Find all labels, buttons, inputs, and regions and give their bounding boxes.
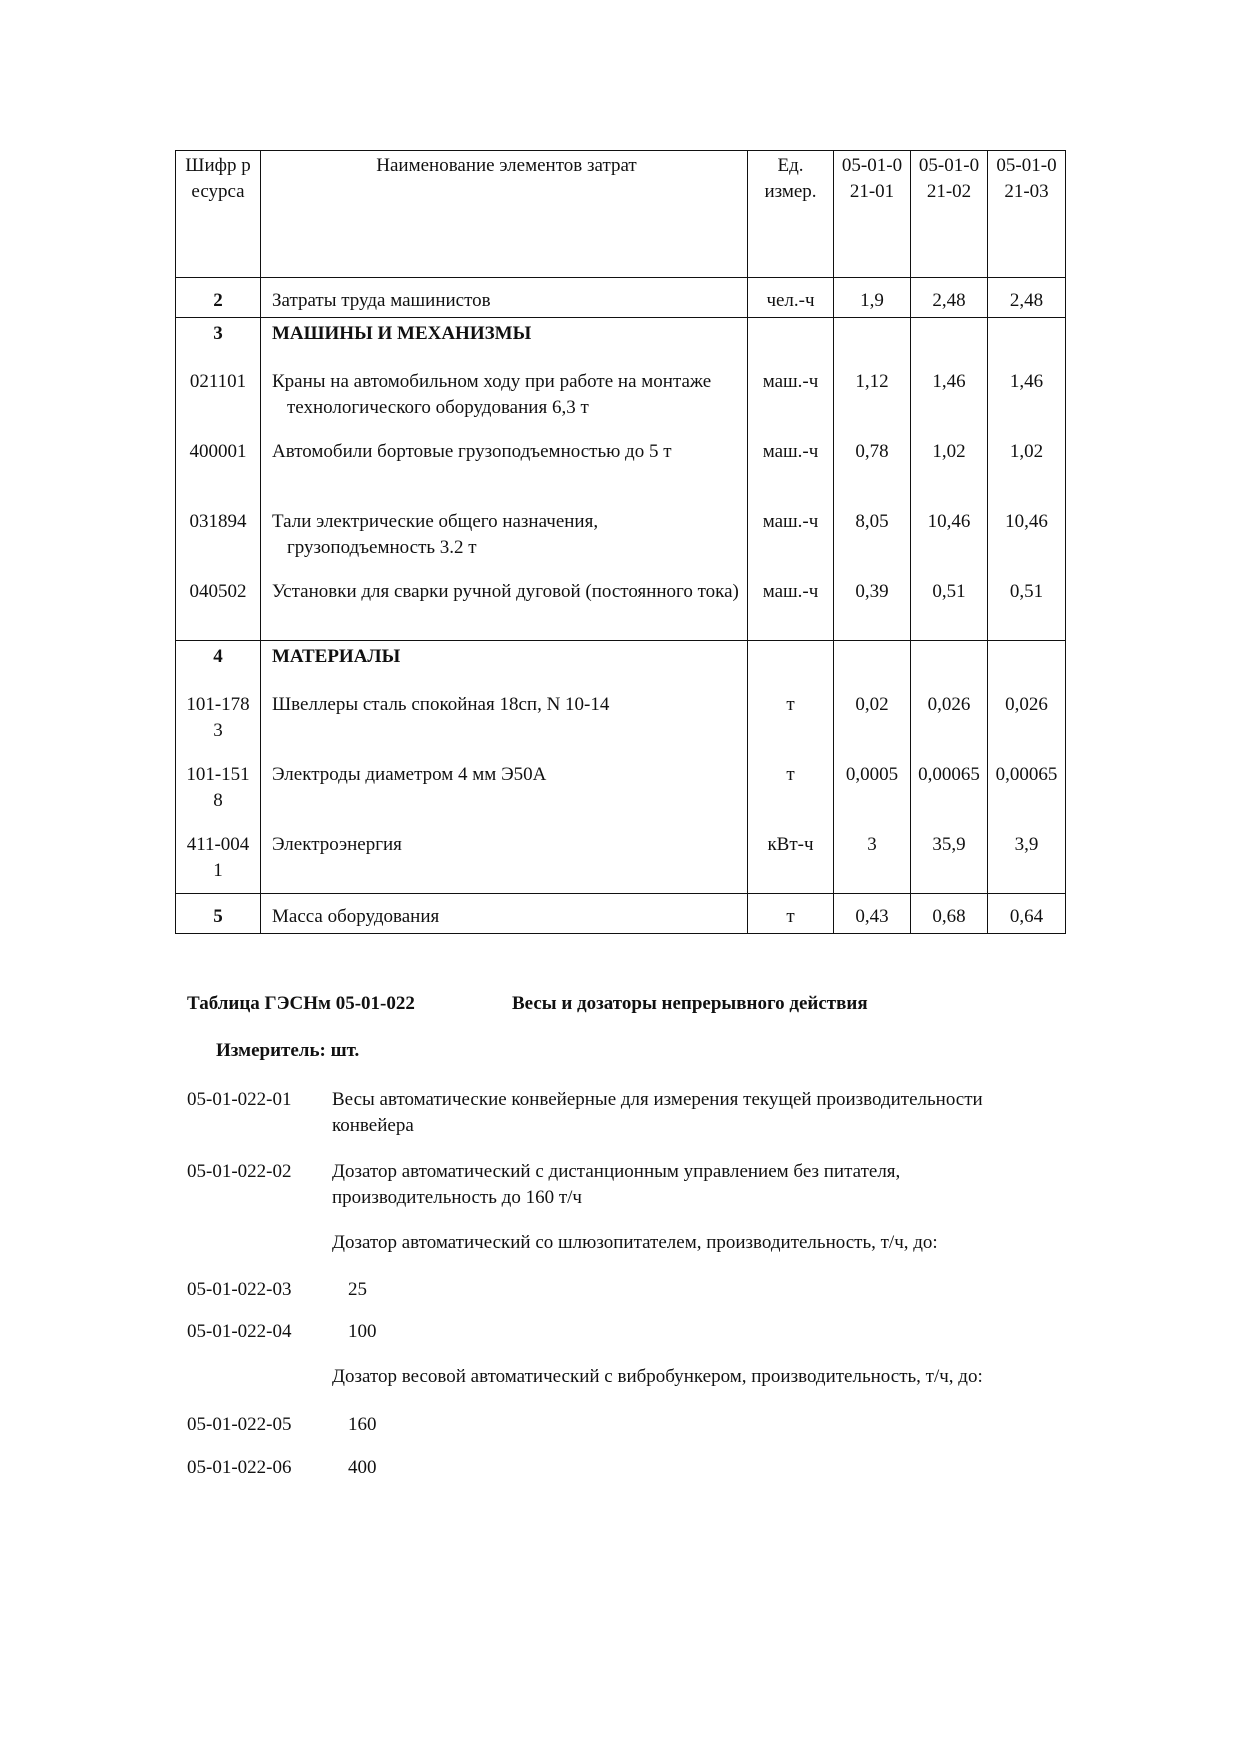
row-code: 021101 [176,358,261,428]
row-name: Электроэнергия [272,833,402,855]
section-header-row [176,641,1066,681]
table-row [176,894,1066,934]
row-name: Краны на автомобильном ходу при работе на монтаже технологического оборудования 6,3 т [272,370,712,418]
row-value-3: 0,51 [988,568,1066,641]
row-value-1: 1,9 [834,278,911,318]
row-value-2: 0,026 [911,681,988,751]
list-code: 05-01-022-03 [187,1279,292,1300]
row-value-1: 8,05 [834,498,911,568]
header-code: Шифр ресурса [176,151,261,278]
list-code: 05-01-022-04 [187,1321,292,1342]
list-code: 05-01-022-06 [187,1457,292,1478]
table-header-row [176,151,1066,278]
row-name: Автомобили бортовые грузоподъемностью до 5 т [272,440,672,462]
row-value-3: 0,00065 [988,751,1066,821]
row-code: 411-0041 [176,821,261,894]
list-text: Дозатор автоматический с дистанционным управлением без питателя, производительность до 160 т/ч [332,1161,901,1208]
table-row [176,751,1066,821]
table-row [176,568,1066,641]
row-unit: маш.-ч [748,568,834,641]
row-name: Тали электрические общего назначения, грузоподъемность 3.2 т [272,510,599,558]
row-value-3: 3,9 [988,821,1066,894]
row-name: Затраты труда машинистов [261,278,748,318]
row-code: 400001 [176,428,261,498]
row-value-3: 0,026 [988,681,1066,751]
row-value-3: 1,46 [988,358,1066,428]
list-subheading: Дозатор весовой автоматический с вибробункером, производительность, т/ч, до: [332,1366,983,1387]
row-value-1: 0,0005 [834,751,911,821]
table-row [176,498,1066,568]
row-code: 101-1783 [176,681,261,751]
section-code: 4 [176,641,261,681]
row-code: 2 [176,278,261,318]
row-value-1: 0,78 [834,428,911,498]
row-code: 040502 [176,568,261,641]
table-row [176,821,1066,894]
table-caption [187,993,868,1015]
list-value: 400 [348,1457,377,1478]
section-code: 3 [176,318,261,358]
row-value-2: 2,48 [911,278,988,318]
row-value-2: 1,02 [911,428,988,498]
row-value-2: 35,9 [911,821,988,894]
header-name: Наименование элементов затрат [261,151,748,278]
table-id: Таблица ГЭСНм 05-01-022 [187,993,415,1014]
row-code: 5 [176,894,261,934]
row-value-1: 0,02 [834,681,911,751]
row-name: Масса оборудования [261,894,748,934]
row-unit: маш.-ч [748,498,834,568]
list-code: 05-01-022-02 [187,1161,292,1182]
row-value-3: 2,48 [988,278,1066,318]
row-value-1: 1,12 [834,358,911,428]
list-value: 25 [348,1279,367,1300]
list-subheading: Дозатор автоматический со шлюзопитателем, производительность, т/ч, до: [332,1232,938,1253]
list-code: 05-01-022-05 [187,1414,292,1435]
measure-unit: Измеритель: шт. [216,1040,360,1061]
row-unit: маш.-ч [748,358,834,428]
row-unit: т [748,751,834,821]
row-value-3: 0,64 [988,894,1066,934]
header-unit: Ед. измер. [748,151,834,278]
section-header-row [176,318,1066,358]
row-unit: т [748,681,834,751]
row-value-3: 1,02 [988,428,1066,498]
row-name: Электроды диаметром 4 мм Э50А [272,763,547,785]
table-row [176,428,1066,498]
row-value-2: 1,46 [911,358,988,428]
table-row [176,278,1066,318]
row-unit: маш.-ч [748,428,834,498]
header-col-2: 05-01-021-02 [911,151,988,278]
row-code: 031894 [176,498,261,568]
list-text: Весы автоматические конвейерные для измерения текущей производительности конвейера [332,1089,983,1136]
row-name: Швеллеры сталь спокойная 18сп, N 10-14 [272,693,610,715]
row-value-1: 0,43 [834,894,911,934]
row-value-1: 0,39 [834,568,911,641]
row-value-2: 0,51 [911,568,988,641]
list-value: 160 [348,1414,377,1435]
table-row [176,358,1066,428]
row-unit: т [748,894,834,934]
row-value-2: 0,00065 [911,751,988,821]
section-title: МАТЕРИАЛЫ [261,641,748,681]
row-name: Установки для сварки ручной дуговой (постоянного тока) [272,580,739,602]
header-col-1: 05-01-021-01 [834,151,911,278]
header-col-3: 05-01-021-03 [988,151,1066,278]
row-unit: чел.-ч [748,278,834,318]
row-value-2: 10,46 [911,498,988,568]
table-title: Весы и дозаторы непрерывного действия [512,993,868,1014]
section-title: МАШИНЫ И МЕХАНИЗМЫ [261,318,748,358]
row-code: 101-1518 [176,751,261,821]
list-value: 100 [348,1321,377,1342]
row-unit: кВт-ч [748,821,834,894]
row-value-2: 0,68 [911,894,988,934]
resource-table [175,150,1066,934]
table-row [176,681,1066,751]
row-value-1: 3 [834,821,911,894]
list-code: 05-01-022-01 [187,1089,292,1110]
row-value-3: 10,46 [988,498,1066,568]
